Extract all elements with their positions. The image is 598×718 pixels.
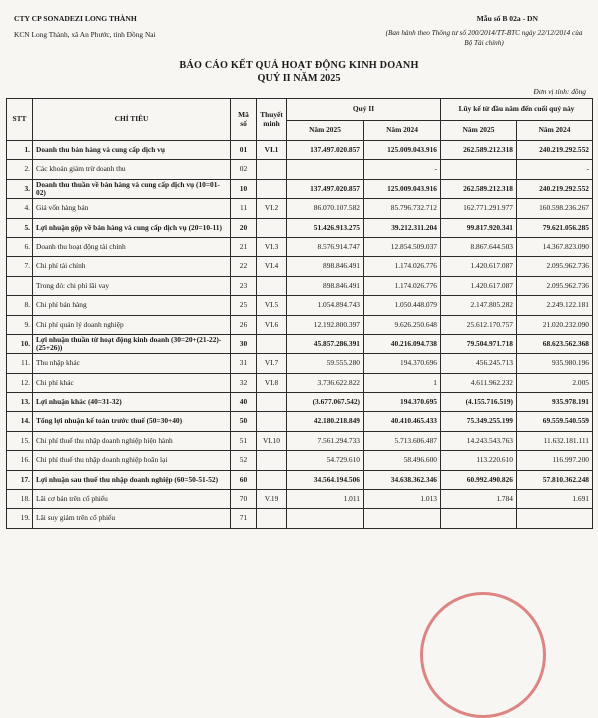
row-quarter-2024: 1.050.448.079 — [364, 296, 441, 315]
row-quarter-2024: 40.216.094.738 — [364, 334, 441, 353]
row-ytd-2024: 79.621.056.285 — [517, 218, 593, 237]
header-ytd: Lũy kế từ đầu năm đến cuối quý này — [441, 99, 593, 121]
row-quarter-2025: 137.497.020.857 — [287, 141, 364, 160]
header-note: Thuyết minh — [257, 99, 287, 141]
row-item: Chi phí quản lý doanh nghiệp — [33, 315, 231, 334]
row-quarter-2025: 8.576.914.747 — [287, 237, 364, 256]
row-quarter-2025: 1.011 — [287, 490, 364, 509]
row-stt: 12. — [7, 373, 33, 392]
row-ytd-2024: 240.219.292.552 — [517, 141, 593, 160]
row-quarter-2024: 194.370.695 — [364, 393, 441, 412]
row-ytd-2025: 113.220.610 — [441, 451, 517, 470]
row-stt — [7, 276, 33, 295]
header-quarter: Quý II — [287, 99, 441, 121]
row-quarter-2024: 58.496.600 — [364, 451, 441, 470]
row-stt: 14. — [7, 412, 33, 431]
row-stt: 4. — [7, 199, 33, 218]
table-row — [7, 141, 593, 160]
header-stt: STT — [7, 99, 33, 141]
row-quarter-2025: 59.555.280 — [287, 354, 364, 373]
row-code: 10 — [231, 179, 257, 198]
table-row — [7, 412, 593, 431]
row-item: Chi phí thuế thu nhập doanh nghiệp hiện hành — [33, 431, 231, 450]
table-body — [7, 141, 593, 529]
row-code: 20 — [231, 218, 257, 237]
row-item: Các khoản giảm trừ doanh thu — [33, 160, 231, 179]
row-quarter-2025: 137.497.020.857 — [287, 179, 364, 198]
row-code: 52 — [231, 451, 257, 470]
row-ytd-2025: 456.245.713 — [441, 354, 517, 373]
row-quarter-2024: 85.796.732.712 — [364, 199, 441, 218]
row-stt: 6. — [7, 237, 33, 256]
header-ytd-2025: Năm 2025 — [441, 121, 517, 141]
row-note — [257, 218, 287, 237]
row-note: VI.3 — [257, 237, 287, 256]
circular-reference: (Ban hành theo Thông tư số 200/2014/TT-BTC ngày 22/12/2014 của Bộ Tài chính) — [385, 29, 583, 47]
header-quarter-2025: Năm 2025 — [287, 121, 364, 141]
row-note: VI.5 — [257, 296, 287, 315]
row-stt: 10. — [7, 334, 33, 353]
row-code: 02 — [231, 160, 257, 179]
row-ytd-2024: 160.598.236.267 — [517, 199, 593, 218]
row-quarter-2025: 86.070.107.582 — [287, 199, 364, 218]
row-note — [257, 451, 287, 470]
row-quarter-2025 — [287, 160, 364, 179]
table-row — [7, 509, 593, 528]
row-note — [257, 509, 287, 528]
header-ytd-2024: Năm 2024 — [517, 121, 593, 141]
row-ytd-2024 — [517, 509, 593, 528]
row-note — [257, 412, 287, 431]
row-quarter-2025: 7.561.294.733 — [287, 431, 364, 450]
row-stt: 2. — [7, 160, 33, 179]
row-item: Tổng lợi nhuận kế toán trước thuế (50=30+40) — [33, 412, 231, 431]
row-note — [257, 334, 287, 353]
row-code: 31 — [231, 354, 257, 373]
row-item: Lãi suy giảm trên cổ phiếu — [33, 509, 231, 528]
row-note — [257, 160, 287, 179]
row-ytd-2025: 2.147.805.282 — [441, 296, 517, 315]
row-note: VI.1 — [257, 141, 287, 160]
row-quarter-2024 — [364, 509, 441, 528]
row-quarter-2025 — [287, 509, 364, 528]
row-item: Doanh thu hoạt động tài chính — [33, 237, 231, 256]
row-stt: 3. — [7, 179, 33, 198]
company-name: CTY CP SONADEZI LONG THÀNH — [14, 14, 137, 23]
row-quarter-2024: 194.370.696 — [364, 354, 441, 373]
row-quarter-2024: - — [364, 160, 441, 179]
row-ytd-2024: 2.005 — [517, 373, 593, 392]
report-subtitle: QUÝ II NĂM 2025 — [257, 73, 341, 84]
row-note: VI.2 — [257, 199, 287, 218]
row-stt: 18. — [7, 490, 33, 509]
row-quarter-2025: 1.054.894.743 — [287, 296, 364, 315]
row-ytd-2024: 935.978.191 — [517, 393, 593, 412]
table-row — [7, 237, 593, 256]
table-row — [7, 393, 593, 412]
row-note: VI.10 — [257, 431, 287, 450]
row-ytd-2025: 25.612.170.757 — [441, 315, 517, 334]
row-ytd-2024: 14.367.823.090 — [517, 237, 593, 256]
table-row — [7, 490, 593, 509]
row-quarter-2025: 12.192.800.397 — [287, 315, 364, 334]
row-item: Giá vốn hàng bán — [33, 199, 231, 218]
row-quarter-2024: 125.009.043.916 — [364, 141, 441, 160]
row-quarter-2025: 45.857.286.391 — [287, 334, 364, 353]
row-ytd-2024: 57.810.362.248 — [517, 470, 593, 489]
row-ytd-2025: (4.155.716.519) — [441, 393, 517, 412]
row-note — [257, 276, 287, 295]
row-quarter-2024: 125.009.043.916 — [364, 179, 441, 198]
row-ytd-2025: 1.784 — [441, 490, 517, 509]
row-ytd-2024: 2.095.962.736 — [517, 257, 593, 276]
row-quarter-2025: 51.426.913.275 — [287, 218, 364, 237]
row-note: VI.8 — [257, 373, 287, 392]
row-ytd-2024: 935.980.196 — [517, 354, 593, 373]
table-row — [7, 373, 593, 392]
row-quarter-2025: 34.564.194.506 — [287, 470, 364, 489]
row-ytd-2024: 68.623.562.368 — [517, 334, 593, 353]
table-row — [7, 431, 593, 450]
row-stt: 16. — [7, 451, 33, 470]
row-ytd-2025: 162.771.291.977 — [441, 199, 517, 218]
row-quarter-2025: 898.846.491 — [287, 257, 364, 276]
row-note — [257, 179, 287, 198]
row-code: 25 — [231, 296, 257, 315]
row-ytd-2025: 8.867.644.503 — [441, 237, 517, 256]
row-quarter-2025: 3.736.622.822 — [287, 373, 364, 392]
row-stt: 15. — [7, 431, 33, 450]
company-address: KCN Long Thành, xã An Phước, tỉnh Đồng Nai — [14, 30, 156, 39]
row-ytd-2025: 4.611.962.232 — [441, 373, 517, 392]
row-code: 30 — [231, 334, 257, 353]
row-item: Chi phí khác — [33, 373, 231, 392]
table-row — [7, 199, 593, 218]
row-item: Doanh thu bán hàng và cung cấp dịch vụ — [33, 141, 231, 160]
row-code: 50 — [231, 412, 257, 431]
row-item: Trong đó: chi phí lãi vay — [33, 276, 231, 295]
row-quarter-2025: 54.729.610 — [287, 451, 364, 470]
table-row — [7, 354, 593, 373]
row-stt: 17. — [7, 470, 33, 489]
row-code: 70 — [231, 490, 257, 509]
form-number: Mẫu số B 02a - DN — [476, 14, 538, 23]
row-item: Lợi nhuận sau thuế thu nhập doanh nghiệp (60=50-51-52) — [33, 470, 231, 489]
row-ytd-2025: 99.817.920.341 — [441, 218, 517, 237]
table-row — [7, 276, 593, 295]
row-quarter-2024: 1.174.026.776 — [364, 276, 441, 295]
row-item: Chi phí tài chính — [33, 257, 231, 276]
row-ytd-2025: 1.420.617.087 — [441, 276, 517, 295]
table-row — [7, 179, 593, 198]
row-code: 51 — [231, 431, 257, 450]
table-row — [7, 218, 593, 237]
row-stt: 8. — [7, 296, 33, 315]
row-ytd-2024: 240.219.292.552 — [517, 179, 593, 198]
row-stt: 5. — [7, 218, 33, 237]
table-row — [7, 160, 593, 179]
header-quarter-2024: Năm 2024 — [364, 121, 441, 141]
row-note — [257, 470, 287, 489]
row-ytd-2024: 11.632.181.111 — [517, 431, 593, 450]
row-item: Chi phí thuế thu nhập doanh nghiệp hoãn lại — [33, 451, 231, 470]
row-code: 32 — [231, 373, 257, 392]
row-item: Doanh thu thuần về bán hàng và cung cấp dịch vụ (10=01-02) — [33, 179, 231, 198]
row-code: 11 — [231, 199, 257, 218]
table-row — [7, 296, 593, 315]
table-row — [7, 315, 593, 334]
header-code: Mã số — [231, 99, 257, 141]
row-code: 60 — [231, 470, 257, 489]
row-stt: 7. — [7, 257, 33, 276]
row-note: V.19 — [257, 490, 287, 509]
row-stt: 1. — [7, 141, 33, 160]
row-note — [257, 393, 287, 412]
row-item: Lãi cơ bản trên cổ phiếu — [33, 490, 231, 509]
row-ytd-2025: 14.243.543.763 — [441, 431, 517, 450]
row-code: 01 — [231, 141, 257, 160]
row-ytd-2025: 79.504.971.718 — [441, 334, 517, 353]
report-title: BÁO CÁO KẾT QUẢ HOẠT ĐỘNG KINH DOANH — [179, 60, 419, 71]
row-ytd-2025: 60.992.490.826 — [441, 470, 517, 489]
row-item: Thu nhập khác — [33, 354, 231, 373]
row-item: Lợi nhuận gộp về bán hàng và cung cấp dịch vụ (20=10-11) — [33, 218, 231, 237]
row-quarter-2024: 1 — [364, 373, 441, 392]
row-quarter-2024: 9.626.250.648 — [364, 315, 441, 334]
row-ytd-2024: 21.020.232.090 — [517, 315, 593, 334]
row-ytd-2025 — [441, 509, 517, 528]
row-ytd-2024: 116.997.200 — [517, 451, 593, 470]
row-note: VI.4 — [257, 257, 287, 276]
row-quarter-2024: 12.854.509.037 — [364, 237, 441, 256]
row-quarter-2025: 42.180.218.849 — [287, 412, 364, 431]
table-row — [7, 451, 593, 470]
row-ytd-2024: 2.249.122.181 — [517, 296, 593, 315]
row-quarter-2024: 1.013 — [364, 490, 441, 509]
row-code: 71 — [231, 509, 257, 528]
income-statement-table — [6, 98, 593, 529]
row-ytd-2024: - — [517, 160, 593, 179]
row-ytd-2024: 2.095.962.736 — [517, 276, 593, 295]
row-stt: 19. — [7, 509, 33, 528]
row-note: VI.7 — [257, 354, 287, 373]
table-row — [7, 470, 593, 489]
row-code: 23 — [231, 276, 257, 295]
table-row — [7, 334, 593, 353]
row-ytd-2024: 1.691 — [517, 490, 593, 509]
row-ytd-2025: 1.420.617.087 — [441, 257, 517, 276]
row-item: Lợi nhuận khác (40=31-32) — [33, 393, 231, 412]
row-ytd-2025 — [441, 160, 517, 179]
row-ytd-2024: 69.559.540.559 — [517, 412, 593, 431]
row-code: 40 — [231, 393, 257, 412]
row-item: Lợi nhuận thuần từ hoạt động kinh doanh (30=20+(21-22)-(25+26)) — [33, 334, 231, 353]
row-code: 22 — [231, 257, 257, 276]
header-item: CHỈ TIÊU — [33, 99, 231, 141]
row-stt: 11. — [7, 354, 33, 373]
row-quarter-2024: 40.410.465.433 — [364, 412, 441, 431]
row-ytd-2025: 262.589.212.318 — [441, 179, 517, 198]
row-quarter-2025: 898.846.491 — [287, 276, 364, 295]
row-code: 26 — [231, 315, 257, 334]
row-quarter-2025: (3.677.067.542) — [287, 393, 364, 412]
table-row — [7, 257, 593, 276]
row-stt: 13. — [7, 393, 33, 412]
row-code: 21 — [231, 237, 257, 256]
row-quarter-2024: 34.638.362.346 — [364, 470, 441, 489]
row-item: Chi phí bán hàng — [33, 296, 231, 315]
row-ytd-2025: 262.589.212.318 — [441, 141, 517, 160]
row-stt: 9. — [7, 315, 33, 334]
row-quarter-2024: 39.212.311.204 — [364, 218, 441, 237]
unit-label: Đơn vị tính: đồng — [533, 87, 586, 96]
row-quarter-2024: 5.713.606.487 — [364, 431, 441, 450]
row-ytd-2025: 75.349.255.199 — [441, 412, 517, 431]
row-note: VI.6 — [257, 315, 287, 334]
company-seal — [420, 592, 546, 718]
row-quarter-2024: 1.174.026.776 — [364, 257, 441, 276]
